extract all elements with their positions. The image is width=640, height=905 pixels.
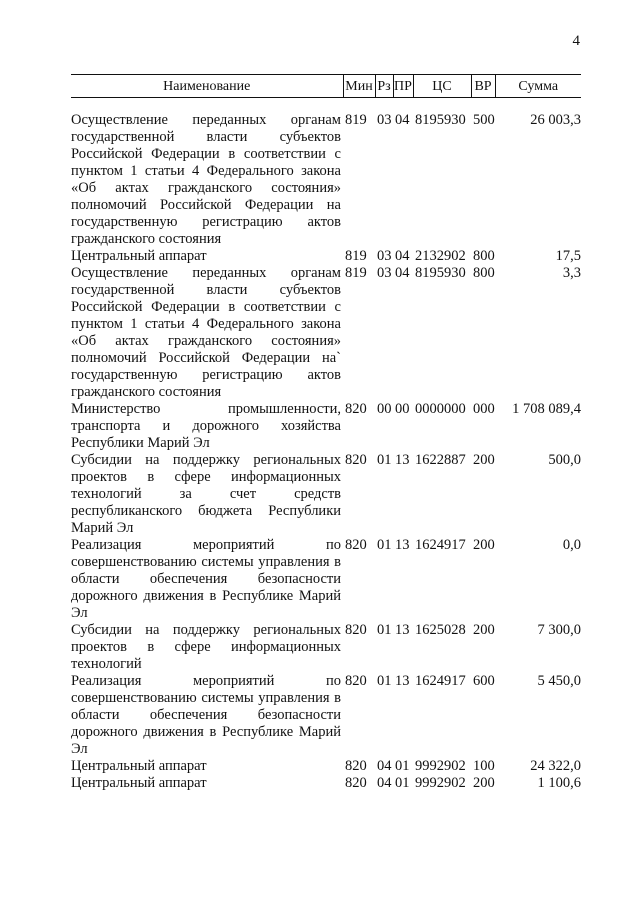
row-min: 820	[345, 775, 367, 791]
row-cs: 9992902	[415, 758, 466, 774]
row-min: 819	[345, 265, 367, 281]
row-rz: 04	[377, 775, 392, 791]
row-rz: 04	[377, 758, 392, 774]
row-name: Осуществление переданных органам государственной власти субъектов Российской Федерации в соответствии с пунктом 1 статьи 4 Федерального закона «Об актах гражданского состояния» полномочий Российской Федерации на` государственную регистрацию актов гражданского состояния	[71, 265, 341, 400]
row-vr: 500	[473, 112, 495, 128]
row-vr: 600	[473, 673, 495, 689]
row-min: 820	[345, 758, 367, 774]
row-vr: 200	[473, 775, 495, 791]
row-sum: 500,0	[548, 452, 581, 468]
table-row	[71, 401, 581, 452]
row-vr: 800	[473, 265, 495, 281]
table-header-row	[71, 75, 581, 98]
table-row	[71, 452, 581, 537]
row-rz: 01	[377, 622, 392, 638]
row-cs: 9992902	[415, 775, 466, 791]
row-pr: 13	[395, 622, 410, 638]
row-sum: 1 100,6	[537, 775, 581, 791]
row-min: 820	[345, 537, 367, 553]
header-vr: ВР	[471, 75, 495, 98]
row-rz: 00	[377, 401, 392, 417]
row-min: 819	[345, 112, 367, 128]
table-row	[71, 622, 581, 673]
row-cs: 1622887	[415, 452, 466, 468]
row-name: Центральный аппарат	[71, 775, 207, 791]
table-row	[71, 758, 581, 775]
row-cs: 1625028	[415, 622, 466, 638]
row-name: Субсидии на поддержку региональных проектов в сфере информационных технологий за счет средств республиканского бюджета Республики Марий Эл	[71, 452, 341, 536]
table-row	[71, 673, 581, 758]
row-name: Субсидии на поддержку региональных проектов в сфере информационных технологий	[71, 622, 341, 672]
row-pr: 01	[395, 775, 410, 791]
row-vr: 800	[473, 248, 495, 264]
header-min: Мин	[343, 75, 375, 98]
row-pr: 13	[395, 673, 410, 689]
row-rz: 01	[377, 452, 392, 468]
row-pr: 13	[395, 452, 410, 468]
row-name: Реализация мероприятий по совершенствованию системы управления в области обеспечения безопасности дорожного движения в Республике Марий Эл	[71, 673, 341, 757]
row-min: 820	[345, 673, 367, 689]
row-cs: 1624917	[415, 537, 466, 553]
row-sum: 7 300,0	[537, 622, 581, 638]
row-rz: 01	[377, 673, 392, 689]
row-sum: 24 322,0	[530, 758, 581, 774]
row-pr: 04	[395, 112, 410, 128]
table-row	[71, 248, 581, 265]
row-name: Реализация мероприятий по совершенствованию системы управления в области обеспечения безопасности дорожного движения в Республике Марий Эл	[71, 537, 341, 621]
header-sum: Сумма	[495, 75, 581, 98]
row-min: 819	[345, 248, 367, 264]
budget-table	[71, 74, 581, 792]
row-cs: 2132902	[415, 248, 466, 264]
row-name: Осуществление переданных органам государственной власти субъектов Российской Федерации в соответствии с пунктом 1 статьи 4 Федерального закона «Об актах гражданского состояния» полномочий Российской Федерации на государственную регистрацию актов гражданского состояния	[71, 112, 341, 247]
row-name: Министерство промышленности, транспорта и дорожного хозяйства Республики Марий Эл	[71, 401, 341, 451]
row-rz: 03	[377, 112, 392, 128]
row-sum: 17,5	[555, 248, 581, 264]
row-min: 820	[345, 452, 367, 468]
row-vr: 200	[473, 452, 495, 468]
table-row	[71, 537, 581, 622]
row-vr: 200	[473, 537, 495, 553]
row-sum: 26 003,3	[530, 112, 581, 128]
row-rz: 01	[377, 537, 392, 553]
row-pr: 01	[395, 758, 410, 774]
row-sum: 3,3	[562, 265, 581, 281]
row-cs: 0000000	[415, 401, 466, 417]
row-rz: 03	[377, 265, 392, 281]
row-min: 820	[345, 622, 367, 638]
row-cs: 1624917	[415, 673, 466, 689]
row-vr: 100	[473, 758, 495, 774]
row-pr: 04	[395, 248, 410, 264]
row-pr: 00	[395, 401, 410, 417]
table-row	[71, 775, 581, 792]
row-vr: 200	[473, 622, 495, 638]
row-sum: 0,0	[562, 537, 581, 553]
row-sum: 5 450,0	[537, 673, 581, 689]
row-cs: 8195930	[415, 112, 466, 128]
header-rz: Рз	[375, 75, 393, 98]
row-pr: 04	[395, 265, 410, 281]
header-cs: ЦС	[413, 75, 471, 98]
table-row	[71, 265, 581, 401]
page-number: 4	[572, 33, 580, 49]
table-row	[71, 112, 581, 248]
header-name: Наименование	[71, 75, 343, 98]
row-sum: 1 708 089,4	[512, 401, 581, 417]
row-pr: 13	[395, 537, 410, 553]
row-rz: 03	[377, 248, 392, 264]
row-name: Центральный аппарат	[71, 758, 207, 774]
row-vr: 000	[473, 401, 495, 417]
row-cs: 8195930	[415, 265, 466, 281]
row-name: Центральный аппарат	[71, 248, 207, 264]
row-min: 820	[345, 401, 367, 417]
header-pr: ПР	[393, 75, 413, 98]
